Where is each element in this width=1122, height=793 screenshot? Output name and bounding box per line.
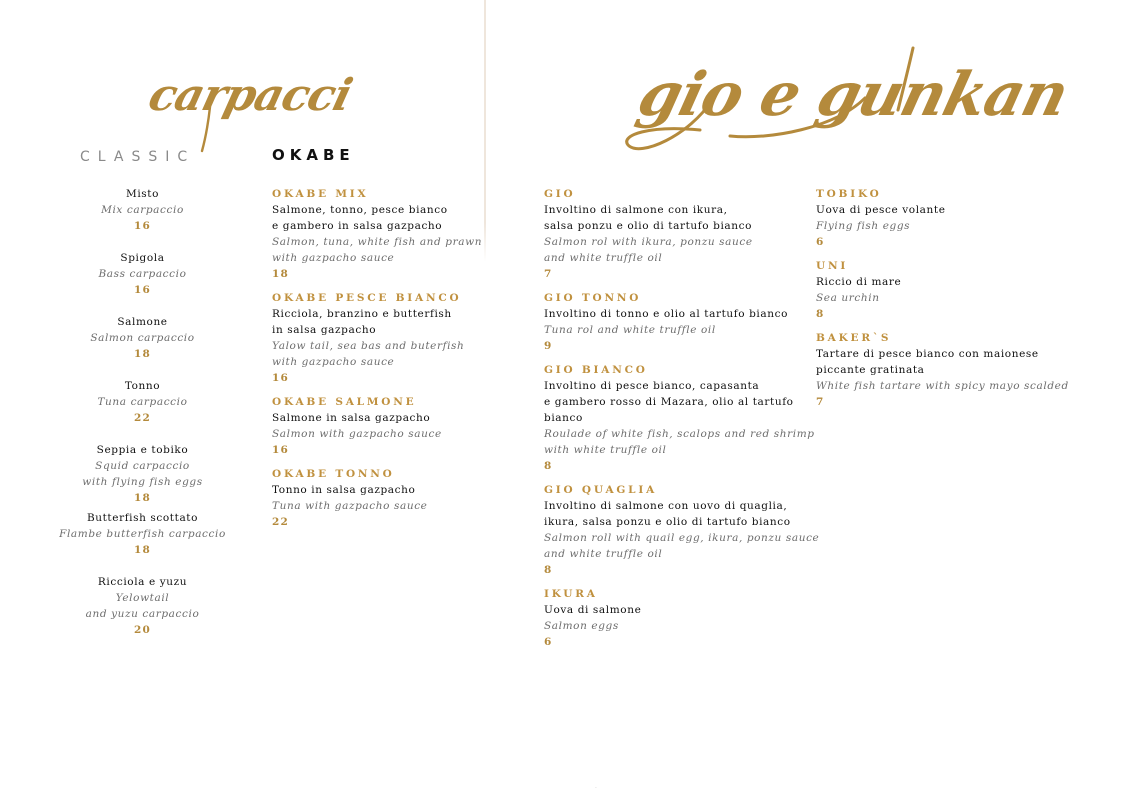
item-title: OKABE MIX	[272, 188, 369, 200]
item-price: 7	[816, 396, 825, 408]
item-price: 7	[544, 268, 553, 280]
menu-item	[272, 290, 482, 386]
item-name: Ricciola e yuzu	[97, 576, 188, 588]
menu-item	[816, 258, 1061, 322]
menu-item	[272, 186, 482, 282]
item-name: Tonno in salsa gazpacho	[272, 484, 416, 496]
item-description: Tuna with gazpacho sauce	[272, 500, 428, 512]
item-description: with gazpacho sauce	[272, 252, 395, 264]
menu-item	[40, 510, 245, 558]
item-name: Involtino di salmone con uovo di quaglia,	[544, 500, 788, 512]
carpacci-title: carpacci	[143, 70, 357, 121]
item-name: ikura, salsa ponzu e olio di tartufo bianco	[544, 516, 791, 528]
item-price: 6	[544, 636, 553, 648]
item-description: with gazpacho sauce	[272, 356, 395, 368]
item-name: Involtino di salmone con ikura,	[544, 204, 728, 216]
item-title: GIO TONNO	[544, 292, 642, 304]
item-description: Mix carpaccio	[101, 204, 184, 216]
item-title: UNI	[816, 260, 849, 272]
item-title: OKABE TONNO	[272, 468, 395, 480]
menu-item	[544, 586, 804, 650]
item-description: with flying fish eggs	[82, 476, 203, 488]
gio-e-gunkan-title: gio e gunkan	[631, 60, 1075, 130]
item-name: Salmone	[117, 316, 168, 328]
item-description: Tuna carpaccio	[97, 396, 188, 408]
item-description: Salmon eggs	[544, 620, 619, 632]
menu-item	[544, 290, 804, 354]
item-name: Tartare di pesce bianco con maionese	[816, 348, 1039, 360]
menu-item	[544, 482, 820, 578]
item-price: 8	[544, 564, 553, 576]
item-description: Yelowtail	[115, 592, 170, 604]
item-title: TOBIKO	[816, 188, 882, 200]
okabe-menu	[272, 186, 482, 538]
gio-menu-column-2	[816, 186, 1069, 418]
item-name: salsa ponzu e olio di tartufo bianco	[544, 220, 753, 232]
item-name: e gambero in salsa gazpacho	[272, 220, 443, 232]
item-description: Flambe butterfish carpaccio	[59, 528, 226, 540]
item-title: BAKER`S	[816, 332, 892, 344]
item-price: 16	[272, 372, 290, 384]
item-description: Yalow tail, sea bas and buterfish	[272, 340, 465, 352]
item-description: and yuzu carpaccio	[85, 608, 200, 620]
item-name: Butterfish scottato	[86, 512, 199, 524]
item-description: and white truffle oil	[544, 252, 663, 264]
page-marker: ·	[595, 785, 597, 792]
menu-item	[544, 362, 815, 474]
item-name: Tonno	[124, 380, 161, 392]
item-description: with white truffle oil	[544, 444, 667, 456]
menu-item	[544, 186, 804, 282]
menu-item	[816, 330, 1069, 410]
menu-item	[40, 186, 245, 234]
item-price: 18	[133, 348, 151, 360]
item-description: White fish tartare with spicy mayo scalded	[816, 380, 1069, 392]
item-title: OKABE SALMONE	[272, 396, 417, 408]
item-name: in salsa gazpacho	[272, 324, 377, 336]
item-price: 8	[816, 308, 825, 320]
classic-menu	[40, 186, 245, 654]
item-name: Ricciola, branzino e butterfish	[272, 308, 452, 320]
item-price: 22	[133, 412, 151, 424]
item-description: Salmon, tuna, white fish and prawn	[272, 236, 483, 248]
item-name: Seppia e tobiko	[96, 444, 189, 456]
item-price: 18	[133, 544, 151, 556]
classic-label: CLASSIC	[80, 149, 196, 165]
item-name: Riccio di mare	[816, 276, 902, 288]
item-description: Salmon rol with ikura, ponzu sauce	[544, 236, 753, 248]
item-description: Tuna rol and white truffle oil	[544, 324, 716, 336]
item-price: 18	[272, 268, 290, 280]
carpacci-swash	[150, 85, 330, 155]
menu-item	[272, 394, 482, 458]
gio-swash	[620, 40, 980, 160]
item-description: Flying fish eggs	[816, 220, 911, 232]
gio-menu-column-1	[544, 186, 820, 658]
menu-item	[40, 574, 245, 638]
item-description: Sea urchin	[816, 292, 880, 304]
item-name: Misto	[125, 188, 160, 200]
item-description: Salmon carpaccio	[90, 332, 195, 344]
item-title: GIO BIANCO	[544, 364, 648, 376]
item-name: Involtino di tonno e olio al tartufo bianco	[544, 308, 788, 320]
item-name: bianco	[544, 412, 583, 424]
item-title: GIO QUAGLIA	[544, 484, 658, 496]
item-name: Uova di salmone	[544, 604, 642, 616]
item-price: 18	[133, 492, 151, 504]
item-price: 8	[544, 460, 553, 472]
item-title: GIO	[544, 188, 576, 200]
item-description: Squid carpaccio	[95, 460, 190, 472]
menu-item	[40, 250, 245, 298]
item-description: Salmon roll with quail egg, ikura, ponzu sauce	[544, 532, 820, 544]
item-price: 22	[272, 516, 290, 528]
item-price: 16	[133, 220, 151, 232]
item-price: 6	[816, 236, 825, 248]
item-name: Salmone in salsa gazpacho	[272, 412, 431, 424]
item-description: and white truffle oil	[544, 548, 663, 560]
menu-item	[40, 442, 245, 506]
item-title: OKABE PESCE BIANCO	[272, 292, 462, 304]
item-description: Bass carpaccio	[98, 268, 187, 280]
item-name: Salmone, tonno, pesce bianco	[272, 204, 448, 216]
okabe-label: OKABE	[272, 146, 355, 164]
item-name: Uova di pesce volante	[816, 204, 946, 216]
menu-item	[40, 378, 245, 426]
item-title: IKURA	[544, 588, 598, 600]
item-name: e gambero rosso di Mazara, olio al tartufo	[544, 396, 794, 408]
page-fold	[484, 0, 486, 262]
item-price: 16	[133, 284, 151, 296]
item-price: 16	[272, 444, 290, 456]
menu-item	[816, 186, 1061, 250]
item-name: piccante gratinata	[816, 364, 925, 376]
item-name: Involtino di pesce bianco, capasanta	[544, 380, 760, 392]
item-price: 9	[544, 340, 553, 352]
menu-item	[40, 314, 245, 362]
item-name: Spigola	[120, 252, 165, 264]
menu-item	[272, 466, 482, 530]
item-description: Salmon with gazpacho sauce	[272, 428, 442, 440]
item-price: 20	[133, 624, 151, 636]
item-description: Roulade of white fish, scalops and red shrimp	[544, 428, 815, 440]
